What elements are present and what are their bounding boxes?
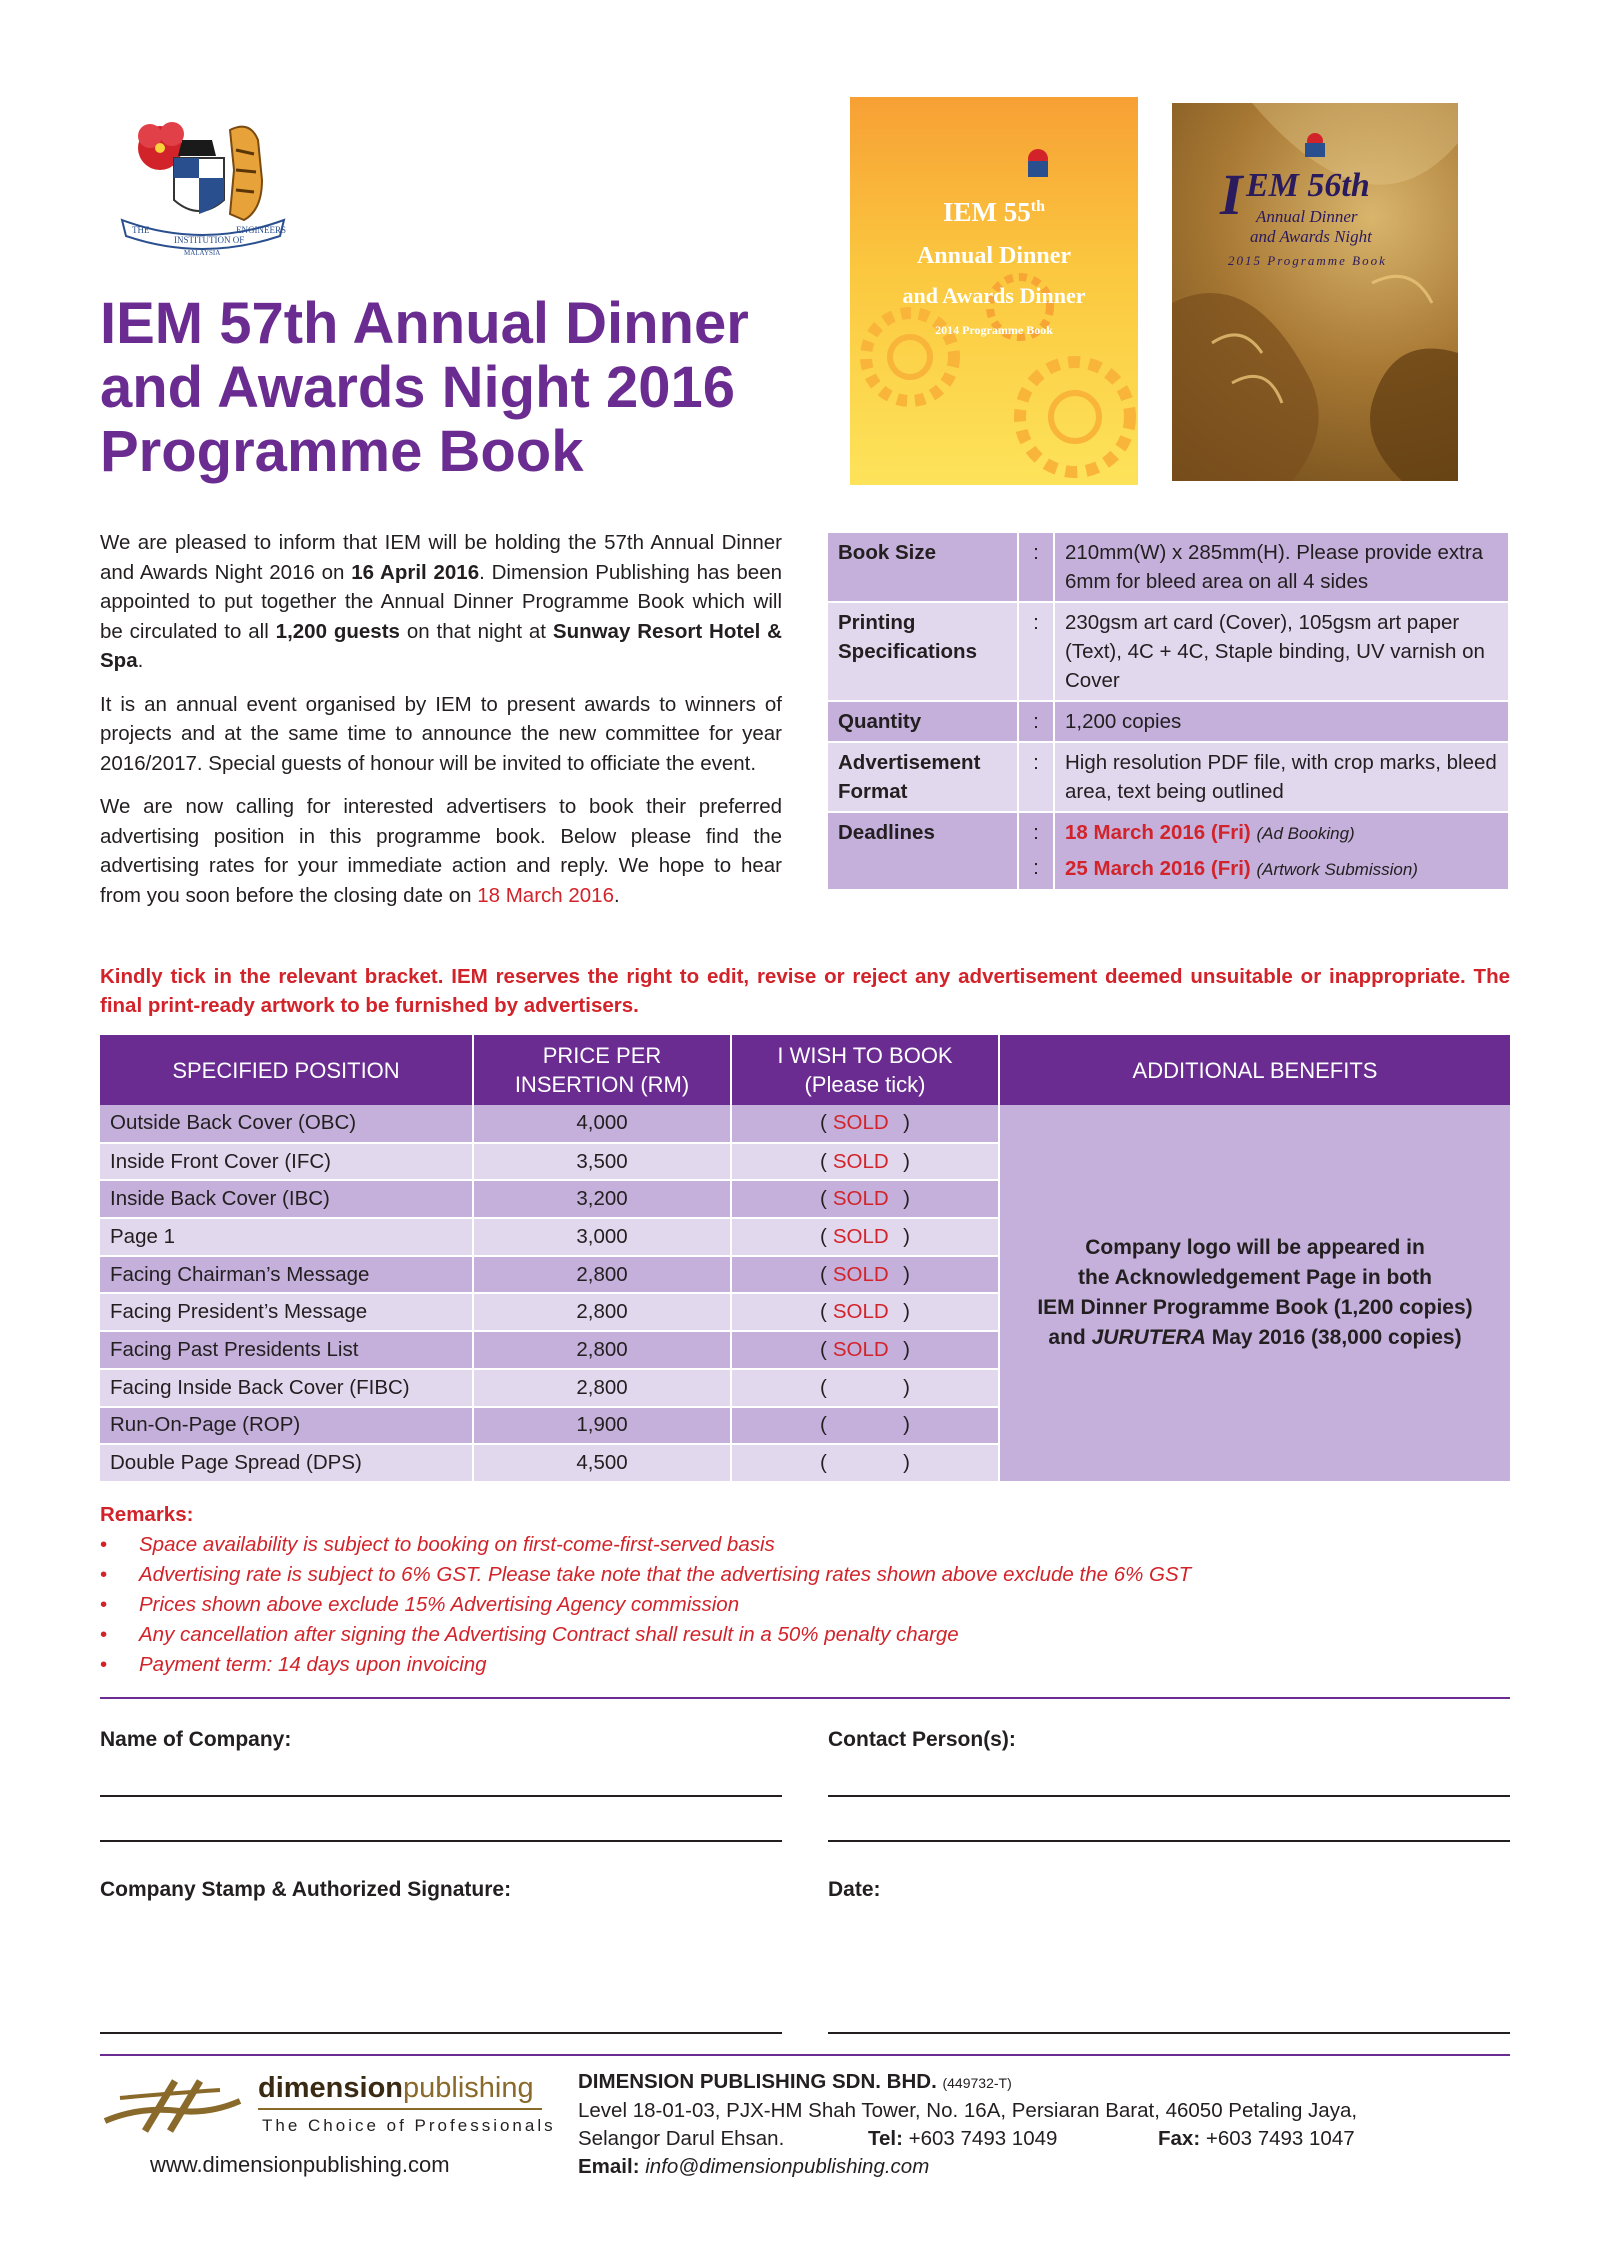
footer-address-2: Selangor Darul Ehsan. Tel: +603 7493 1049 Fax: +603 7493 1047 (578, 2127, 1355, 2150)
intro-paragraph-1: We are pleased to inform that IEM will be holding the 57th Annual Dinner and Awards Night 2016 on 16 April 2016. Dimension Publishing has been appointed to put together the Annual Dinner Programme Book which will be circulated to all 1,200 guests on that night at Sunway Resort Hotel & Spa. (100, 531, 782, 672)
sold-status: SOLD (832, 1337, 889, 1361)
price-cell: 2,800 (473, 1293, 731, 1331)
header-price: PRICE PER INSERTION (RM) (473, 1035, 731, 1105)
iem-crest-logo (112, 110, 292, 260)
price-cell: 2,800 (473, 1256, 731, 1294)
price-cell: 3,000 (473, 1218, 731, 1256)
title-line-1: IEM 57th Annual Dinner (100, 291, 749, 356)
spec-row-quantity: Quantity : 1,200 copies (828, 701, 1508, 742)
remark-item: • Advertising rate is subject to 6% GST. Please take note that the advertising rates shown above exclude the 6% GST (100, 1560, 1510, 1590)
stamp-signature-label: Company Stamp & Authorized Signature: (100, 1878, 512, 1901)
booking-checkbox-cell[interactable]: ( ) (731, 1444, 999, 1482)
advertising-rates-table (100, 1035, 1510, 1483)
sold-status: SOLD (832, 1300, 889, 1324)
price-cell: 1,900 (473, 1407, 731, 1445)
logo-banner-mid: INSTITUTION OF (174, 235, 245, 245)
position-cell: Facing Chairman’s Message (100, 1256, 473, 1294)
spec-label: Book Size (828, 533, 1018, 602)
footer-divider (100, 2054, 1510, 2056)
company-name-label: Name of Company: (100, 1728, 292, 1751)
logo-banner-bottom: MALAYSIA (184, 249, 221, 257)
spec-value: 230gsm art card (Cover), 105gsm art paper (Text), 4C + 4C, Staple binding, UV varnish on Cover (1054, 602, 1508, 701)
booking-checkbox-cell: ( SOLD ) (731, 1105, 999, 1143)
spec-value (1054, 812, 1508, 890)
spec-row-printing: Printing Specifications : 230gsm art card (Cover), 105gsm art paper (Text), 4C + 4C, Staple binding, UV varnish on Cover (828, 602, 1508, 701)
intro-paragraph-3: We are now calling for interested advertisers to book their preferred advertising position in this programme book. Below please find the advertising rates for your immediate action and reply. We hope to hear from you soon before the closing date on 18 March 2016. (100, 795, 782, 907)
dp-emblem-icon (100, 2076, 245, 2136)
position-cell: Double Page Spread (DPS) (100, 1444, 473, 1482)
spec-row-book-size: Book Size : 210mm(W) x 285mm(H). Please provide extra 6mm for bleed area on all 4 sides (828, 533, 1508, 602)
booking-checkbox-cell: ( SOLD ) (731, 1143, 999, 1181)
remark-item: • Prices shown above exclude 15% Advertising Agency commission (100, 1590, 1510, 1620)
remarks (100, 1500, 1510, 1680)
spec-value: 1,200 copies (1054, 701, 1508, 742)
footer-company: DIMENSION PUBLISHING SDN. BHD. (449732-T) (578, 2070, 1012, 2093)
date-label: Date: (828, 1878, 881, 1901)
cover55-line-1: IEM 55th (943, 197, 1045, 227)
cover55-line-4: 2014 Programme Book (935, 323, 1053, 337)
booking-checkbox-cell: ( SOLD ) (731, 1293, 999, 1331)
dimension-publishing-logo (100, 2068, 560, 2178)
cover56-line-2: Annual Dinner (1256, 207, 1358, 226)
date-line[interactable] (828, 2032, 1510, 2034)
deadline-artwork: 25 March 2016 (Fri) (Artwork Submission) (1065, 857, 1418, 880)
footer-contact (578, 2068, 1508, 2181)
company-name-line-1[interactable] (100, 1795, 782, 1797)
cover56-big-i: I (1220, 162, 1243, 227)
spec-row-deadlines: Deadlines : : 18 March 2016 (Fri) (Ad Booking) 25 March 2016 (Fri) (Artwork Submission) (828, 812, 1508, 890)
brand-underline (258, 2108, 542, 2110)
footer-email: Email: info@dimensionpublishing.com (578, 2155, 930, 2178)
intro-paragraph-2: It is an annual event organised by IEM to present awards to winners of projects and at the same time to announce the new committee for year 2016/2017. Special guests of honour will be invited to officiate the event. (100, 692, 782, 775)
remarks-list (100, 1530, 1510, 1680)
remark-item: • Space availability is subject to booking on first-come-first-served basis (100, 1530, 1510, 1560)
title-line-2: and Awards Night 2016 (100, 355, 735, 420)
position-cell: Facing Inside Back Cover (FIBC) (100, 1369, 473, 1407)
booking-checkbox-cell: ( SOLD ) (731, 1218, 999, 1256)
price-cell: 2,800 (473, 1369, 731, 1407)
title-line-3: Programme Book (100, 419, 584, 484)
cover55-line-2: Annual Dinner (916, 243, 1072, 269)
cover-image-iem-56 (1172, 103, 1458, 481)
remark-item: • Payment term: 14 days upon invoicing (100, 1650, 1510, 1680)
booking-checkbox-cell: ( SOLD ) (731, 1180, 999, 1218)
header-booking: I WISH TO BOOK (Please tick) (731, 1035, 999, 1105)
cover55-line-3: and Awards Dinner (902, 283, 1086, 308)
booking-notice: Kindly tick in the relevant bracket. IEM reserves the right to edit, revise or reject any advertisement deemed unsuitable or inappropriate. The final print-ready artwork to be furnished by advertisers. (100, 965, 1510, 1017)
contact-person-line-2[interactable] (828, 1840, 1510, 1842)
sold-status: SOLD (832, 1262, 889, 1286)
footer-address-1: Level 18-01-03, PJX-HM Shah Tower, No. 16A, Persiaran Barat, 46050 Petaling Jaya, (578, 2099, 1358, 2122)
price-cell: 4,000 (473, 1105, 731, 1143)
brand-tagline: The Choice of Professionals (262, 2116, 556, 2135)
spec-value: High resolution PDF file, with crop marks, bleed area, text being outlined (1054, 742, 1508, 812)
spec-label: Deadlines (828, 812, 1018, 890)
sold-status: SOLD (832, 1187, 889, 1211)
divider (100, 1697, 1510, 1699)
cover56-line-3: and Awards Night (1250, 227, 1372, 246)
price-cell: 3,500 (473, 1143, 731, 1181)
position-cell: Facing President’s Message (100, 1293, 473, 1331)
sold-status: SOLD (832, 1149, 889, 1173)
specifications-table (828, 533, 1508, 891)
brand-name: dimensionpublishing (258, 2072, 534, 2104)
logo-banner-left: THE (132, 225, 150, 235)
cover-image-iem-55 (850, 97, 1138, 485)
booking-checkbox-cell[interactable]: ( ) (731, 1369, 999, 1407)
email-link[interactable]: info@dimensionpublishing.com (645, 2155, 930, 2178)
booking-checkbox-cell: ( SOLD ) (731, 1331, 999, 1369)
cover56-line-4: 2015 Programme Book (1228, 253, 1387, 268)
website-link[interactable]: www.dimensionpublishing.com (150, 2152, 450, 2177)
position-cell: Run-On-Page (ROP) (100, 1407, 473, 1445)
deadline-ad-booking: 18 March 2016 (Fri) (Ad Booking) (1065, 821, 1355, 844)
position-cell: Page 1 (100, 1218, 473, 1256)
header-position: SPECIFIED POSITION (100, 1035, 473, 1105)
sold-status: SOLD (832, 1111, 889, 1135)
remarks-title: Remarks: (100, 1503, 194, 1526)
header-benefits: ADDITIONAL BENEFITS (999, 1035, 1510, 1105)
company-name-line-2[interactable] (100, 1840, 782, 1842)
price-cell: 4,500 (473, 1444, 731, 1482)
remark-item: • Any cancellation after signing the Advertising Contract shall result in a 50% penalty charge (100, 1620, 1510, 1650)
intro-text (100, 528, 782, 924)
spec-row-format: Advertisement Format : High resolution PDF file, with crop marks, bleed area, text being outlined (828, 742, 1508, 812)
booking-checkbox-cell: ( SOLD ) (731, 1256, 999, 1294)
logo-banner-right: ENGINEERS (236, 225, 286, 235)
booking-checkbox-cell[interactable]: ( ) (731, 1407, 999, 1445)
position-cell: Outside Back Cover (OBC) (100, 1105, 473, 1143)
price-cell: 3,200 (473, 1180, 731, 1218)
contact-person-line-1[interactable] (828, 1795, 1510, 1797)
position-cell: Inside Back Cover (IBC) (100, 1180, 473, 1218)
position-cell: Facing Past Presidents List (100, 1331, 473, 1369)
spec-label: Advertisement Format (828, 742, 1018, 812)
sold-status: SOLD (832, 1224, 889, 1248)
cover56-line-1: EM 56th (1246, 167, 1370, 204)
spec-label: Quantity (828, 701, 1018, 742)
price-cell: 2,800 (473, 1331, 731, 1369)
spec-value: 210mm(W) x 285mm(H). Please provide extra 6mm for bleed area on all 4 sides (1054, 533, 1508, 602)
spec-label: Printing Specifications (828, 602, 1018, 701)
page-title (100, 292, 820, 484)
additional-benefits-cell: Company logo will be appeared in the Acknowledgement Page in both IEM Dinner Programme Book (1,200 copies) and JURUTERA May 2016 (38,000 copies) (999, 1105, 1510, 1482)
rate-row (100, 1105, 1510, 1143)
position-cell: Inside Front Cover (IFC) (100, 1143, 473, 1181)
contact-person-label: Contact Person(s): (828, 1728, 1016, 1751)
signature-line[interactable] (100, 2032, 782, 2034)
